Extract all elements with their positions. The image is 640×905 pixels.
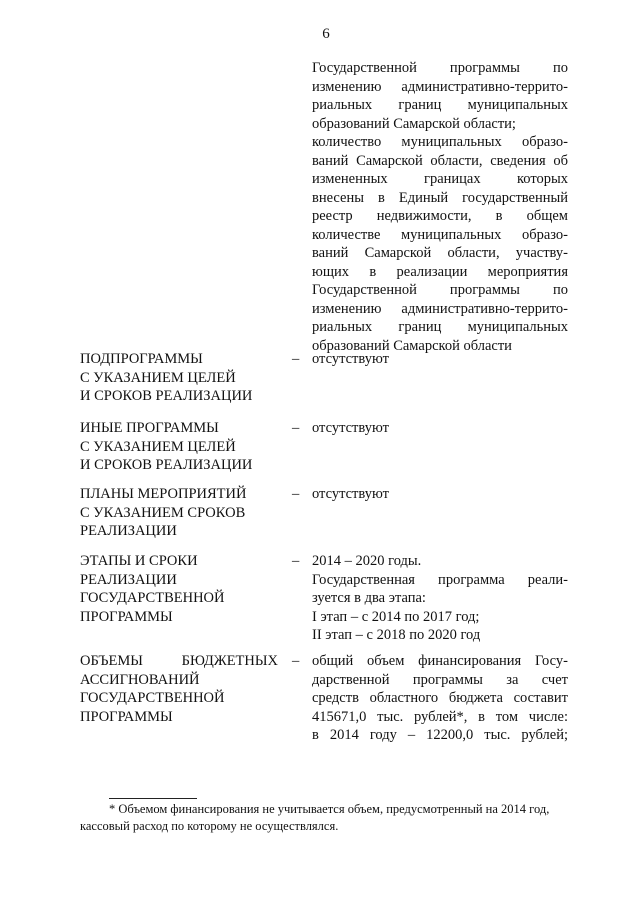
label-line: РЕАЛИЗАЦИИ <box>80 571 177 588</box>
value-line: Государственная программа реали- <box>312 571 568 588</box>
text-line: изменению административно-террито- <box>312 78 568 95</box>
label-line: РЕАЛИЗАЦИИ <box>80 523 177 539</box>
text-line: Государственной программы по <box>312 60 568 76</box>
passport-continuation-text <box>312 59 568 355</box>
label-line: ЭТАПЫ И СРОКИ <box>80 553 198 569</box>
label-line: ПЛАНЫ МЕРОПРИЯТИЙ <box>80 486 247 502</box>
text-line: образований Самарской области <box>312 337 512 354</box>
label-line: ГОСУДАРСТВЕННОЙ <box>80 590 225 606</box>
section-dash: – <box>292 351 300 367</box>
section-value <box>312 652 568 745</box>
label-line: ПОДПРОГРАММЫ <box>80 351 203 367</box>
text-line: реестр недвижимости, в общем <box>312 208 568 224</box>
text-line: риальных границ муниципальных <box>312 97 568 113</box>
label-line: И СРОКОВ РЕАЛИЗАЦИИ <box>80 457 253 473</box>
footnote <box>80 801 568 835</box>
footnote-line: * Объемом финансирования не учитывается объем, предусмотренный на 2014 год, <box>109 802 550 816</box>
label-line: ПРОГРАММЫ <box>80 608 173 625</box>
value-line: I этап – с 2014 по 2017 год; <box>312 608 480 625</box>
text-line: ваний Самарской области, участву- <box>312 245 568 261</box>
section-label <box>80 350 278 406</box>
value-line: отсутствуют <box>312 486 389 502</box>
label-line: ИНЫЕ ПРОГРАММЫ <box>80 420 219 436</box>
section-dash: – <box>292 420 300 436</box>
section-dash: – <box>292 653 300 669</box>
section-value <box>312 485 568 504</box>
value-line: дарственной программы за счет <box>312 671 568 688</box>
value-line: средств областного бюджета составит <box>312 690 568 706</box>
section-dash: – <box>292 553 300 569</box>
value-line: отсутствуют <box>312 420 389 436</box>
section-value <box>312 552 568 645</box>
section-label <box>80 552 278 626</box>
value-line: отсутствуют <box>312 351 389 367</box>
value-line: в 2014 году – 12200,0 тыс. рублей; <box>312 727 568 743</box>
section-label <box>80 652 278 726</box>
label-line: И СРОКОВ РЕАЛИЗАЦИИ <box>80 388 253 404</box>
section-value <box>312 419 568 438</box>
text-line: ющих в реализации мероприятия <box>312 263 568 280</box>
value-line: зуется в два этапа: <box>312 590 426 606</box>
label-line: ОБЪЕМЫ БЮДЖЕТНЫХ <box>80 653 278 669</box>
section-value <box>312 350 568 369</box>
label-line: С УКАЗАНИЕМ ЦЕЛЕЙ <box>80 369 236 386</box>
section-dash: – <box>292 486 300 502</box>
label-line: ПРОГРАММЫ <box>80 708 173 725</box>
text-line: количестве муниципальных образо- <box>312 226 568 243</box>
text-line: количество муниципальных образо- <box>312 134 568 150</box>
label-line: С УКАЗАНИЕМ ЦЕЛЕЙ <box>80 438 236 455</box>
text-line: Государственной программы по <box>312 282 568 298</box>
text-line: образований Самарской области; <box>312 115 516 132</box>
section-label <box>80 419 278 475</box>
value-line: II этап – с 2018 по 2020 год <box>312 627 481 643</box>
label-line: АССИГНОВАНИЙ <box>80 671 200 688</box>
footnote-line: кассовый расход по которому не осуществлялся. <box>80 819 339 833</box>
text-line: ваний Самарской области, сведения об <box>312 152 568 169</box>
value-line: 2014 – 2020 годы. <box>312 553 422 569</box>
text-line: внесены в Единый государственный <box>312 189 568 206</box>
label-line: ГОСУДАРСТВЕННОЙ <box>80 690 225 706</box>
text-line: измененных границах которых <box>312 171 568 187</box>
value-line: общий объем финансирования Госу- <box>312 653 568 669</box>
value-line: 415671,0 тыс. рублей*, в том числе: <box>312 708 568 725</box>
text-line: изменению административно-террито- <box>312 300 568 317</box>
text-line: риальных границ муниципальных <box>312 319 568 335</box>
page-number: 6 <box>322 26 330 42</box>
section-label <box>80 485 278 541</box>
label-line: С УКАЗАНИЕМ СРОКОВ <box>80 504 246 521</box>
footnote-separator <box>109 798 197 799</box>
